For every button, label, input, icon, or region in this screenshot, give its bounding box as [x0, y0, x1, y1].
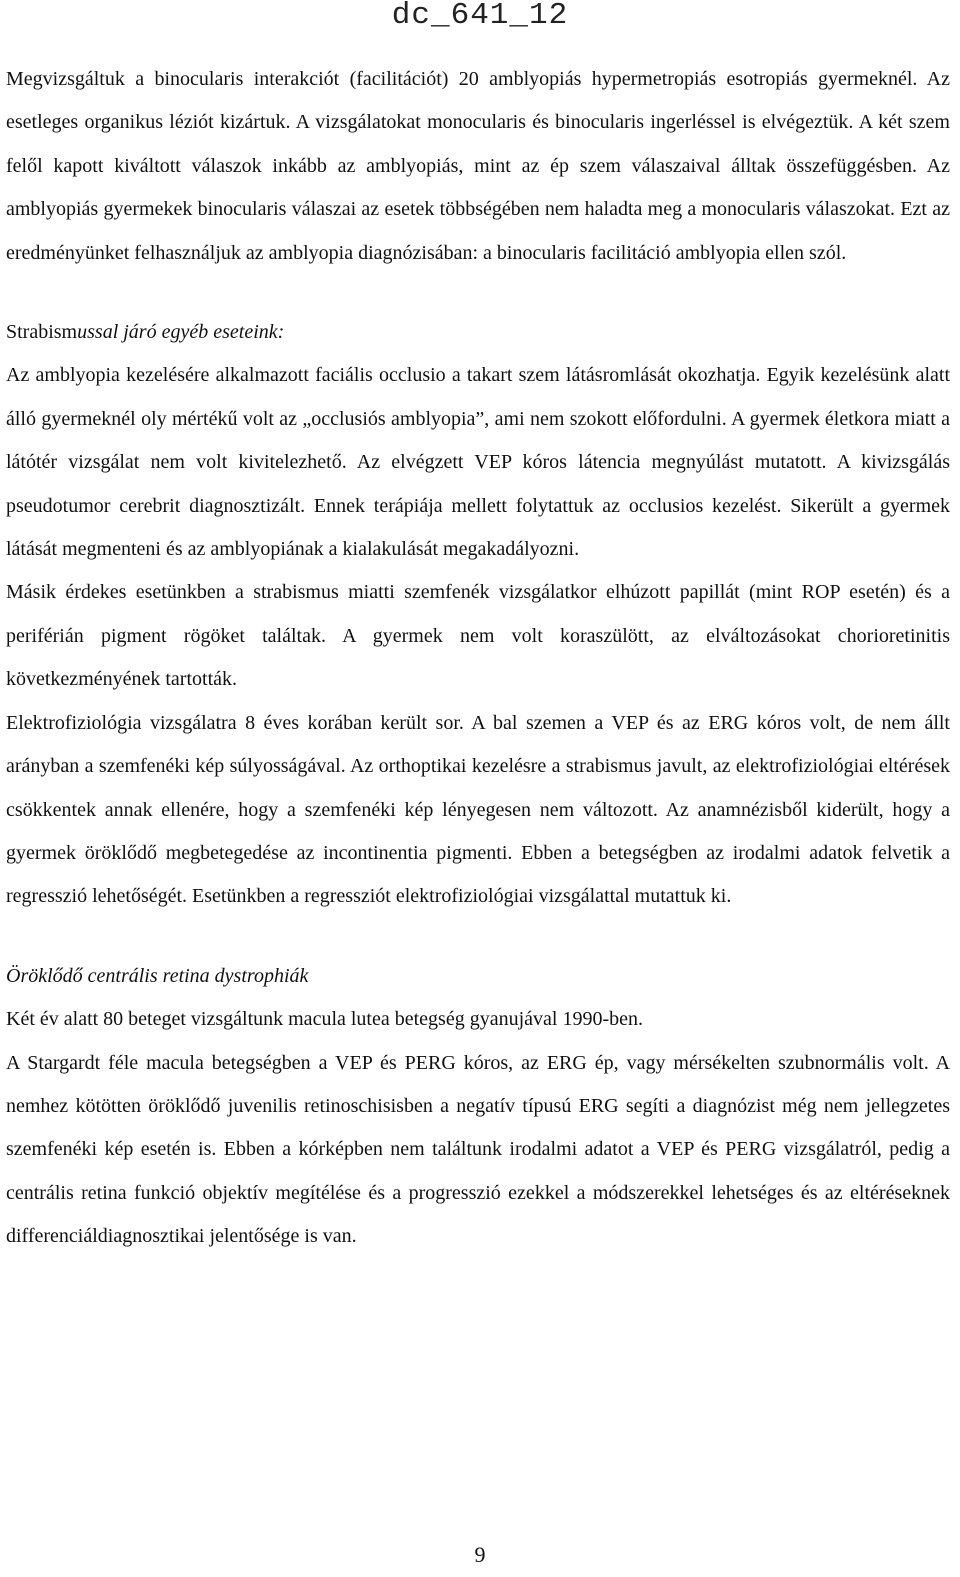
page-number: 9	[474, 1542, 486, 1567]
document-body	[6, 58, 950, 1259]
section-heading-retina-dystrophies: Öröklődő centrális retina dystrophiák	[6, 964, 309, 987]
paragraph-second-case: Másik érdekes esetünkben a strabismus miatti szemfenék vizsgálatkor elhúzott papillát (mint ROP esetén) és a periférián pigment rögöket találtak. A gyermek nem volt koraszülött, az elváltozásokat chorioretinitis következményének tartották.	[6, 581, 950, 691]
paragraph-binocular-interaction: Megvizsgáltuk a binocularis interakciót (facilitációt) 20 amblyopiás hypermetropiás esotropiás gyermeknél. Az esetleges organikus léziót kizártuk. A vizsgálatokat monocularis és binocularis ingerléssel is elvégeztük. A két szem felől kapott kiváltott válaszok inkább az amblyopiás, mint az ép szem válaszaival álltak összefüggésben. Az amblyopiás gyermekek binocularis válaszai az esetek többségében nem haladta meg a monocularis válaszokat. Ezt az eredményünket felhasználjuk az amblyopia diagnózisában: a binocularis facilitáció amblyopia ellen szól.	[6, 68, 950, 264]
heading-part-upright: Strabism	[6, 321, 78, 344]
document-code: dc_641_12	[391, 0, 569, 33]
paragraph-patients-examined: Két év alatt 80 beteget vizsgáltunk macula lutea betegség gyanujával 1990-ben.	[6, 1008, 643, 1031]
spacer	[6, 275, 950, 311]
paragraph-stargardt: A Stargardt féle macula betegségben a VEP és PERG kóros, az ERG ép, vagy mérsékelten szubnormális volt. A nemhez kötötten öröklődő juvenilis retinoschisisben a negatív típusú ERG segíti a diagnózist még nem jellegzetes szemfenéki kép esetén is. Ebben a kórképben nem találtunk irodalmi adatot a VEP és PERG vizsgálatról, pedig a centrális retina funkció objektív megítélése és a progresszió ezekkel a módszerekkel lehetséges és az eltéréseknek differenciáldiagnosztikai jelentősége is van.	[6, 1051, 950, 1248]
spacer	[6, 919, 950, 955]
heading-part-italic: ussal járó egyéb eseteink:	[77, 321, 285, 344]
section-heading-strabismus	[6, 311, 950, 354]
paragraph-electrophysiology: Elektrofiziológia vizsgálatra 8 éves korában került sor. A bal szemen a VEP és az ERG kóros volt, de nem állt arányban a szemfenéki kép súlyosságával. Az orthoptikai kezelésre a strabismus javult, az elektrofiziológiai eltérések csökkentek annak ellenére, hogy a szemfenéki kép lényegesen nem változott. Az anamnézisből kiderült, hogy a gyermek öröklődő megbetegedése az incontinentia pigmenti. Ebben a betegségben az irodalmi adatok felvetik a regresszió lehetőségét. Esetünkben a regressziót elektrofiziológiai vizsgálattal mutattuk ki.	[6, 711, 950, 908]
paragraph-occlusion-case: Az amblyopia kezelésére alkalmazott faciális occlusio a takart szem látásromlását okozhatja. Egyik kezelésünk alatt álló gyermeknél oly mértékű volt az „occlusiós amblyopia”, ami nem szokott előfordulni. A gyermek életkora miatt a látótér vizsgálat nem volt kivitelezhető. Az elvégzett VEP kóros látencia megnyúlást mutatott. A kivizsgálás pseudotumor cerebrit diagnosztizált. Ennek terápiája mellett folytattuk az occlusios kezelést. Sikerült a gyermek látását megmenteni és az amblyopiának a kialakulását megakadályozni.	[6, 364, 950, 561]
